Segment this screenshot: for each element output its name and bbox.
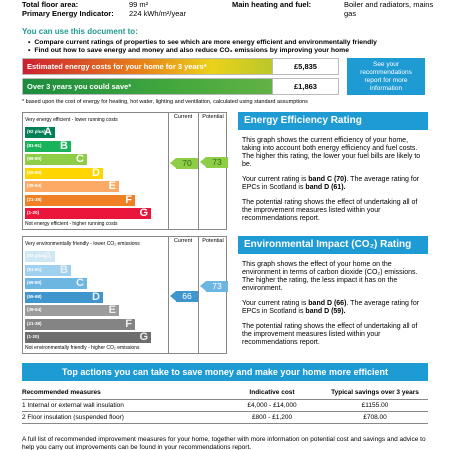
ee-potential-rating-pointer [200,157,228,168]
env-col-sep-1 [168,237,169,353]
use-document-bullets [28,39,377,55]
env-band-g [25,332,151,343]
ee-band-range: (39-54) [27,183,42,188]
ee-col-sep-2 [198,113,199,229]
ee-band-range: (55-68) [27,169,42,175]
env-col-potential: Potential [202,238,224,244]
saving-row [22,78,339,95]
env-rating-text-c: . The average rating for EPCs in Scotland is [242,300,420,315]
env-band-letter: E [108,304,116,316]
saving-value: £1,863 [272,79,338,94]
bullet-compare: • Compare current ratings of properties to see which are more energy efficient and environmentally friendly [28,39,377,47]
heating-value-line2: gas [344,9,357,18]
ee-band-f [25,195,135,206]
ee-panel-potential: The potential rating shows the effect of undertaking all of the improvement measures listed within your recommendations report. [242,199,418,222]
ee-band-range: (21-38) [27,196,42,202]
energy-efficiency-panel [238,112,428,223]
env-band-letter: B [60,263,68,276]
ee-rating-average: band D (61). [305,184,346,191]
ee-band-letter: D [92,166,100,179]
env-bottom-label: Not environmentally friendly - higher CO₂ emissions [25,345,140,351]
environmental-impact-panel [238,236,428,347]
env-band-letter: D [92,290,100,303]
saving-cell: £708.00 [322,411,428,423]
env-band-range: (69-80) [27,280,42,285]
ee-panel-title: Energy Efficiency Rating [238,112,428,130]
bullet-save: • Find out how to save energy and money and also reduce CO₂ emissions by improving your home [28,47,377,55]
estimated-cost-label: Estimated energy costs for your home for 3 years* [27,62,207,71]
use-document-title: You can use this document to: [22,27,138,36]
see-line-1: See your [372,61,400,68]
env-current-rating-pointer [170,291,198,302]
ee-band-a [25,127,55,138]
env-band-range: (39-54) [27,307,42,312]
ee-band-letter: C [76,153,84,165]
env-band-c [25,278,87,289]
ee-band-range: (81-91) [27,142,42,148]
energy-efficiency-chart [22,112,227,230]
heating-value-line1: Boiler and radiators, mains [344,0,434,9]
env-rating-current: band D (66) [308,300,347,307]
ee-band-letter: E [108,180,116,192]
env-rating-average: band D (59). [305,308,346,315]
table-row [22,411,428,423]
estimated-cost-value: £5,835 [272,59,338,74]
ee-band-b [25,141,71,152]
env-band-range: (1-20) [27,334,40,339]
env-band-range: (55-68) [27,293,42,299]
env-band-d [25,292,103,303]
env-band-letter: G [139,331,148,343]
ee-band-g [25,208,151,219]
ee-band-letter: F [125,193,132,206]
ee-band-range: (1-20) [27,210,40,215]
floor-area-label: Total floor area: [22,0,79,9]
saving-cell: £1155.00 [322,399,428,411]
primary-energy-value: 224 kWh/m²/year [129,9,187,18]
cost-cell: £800 - £1,200 [222,411,322,423]
recommendations-note: A full list of recommended improvement measures for your home, together with more information on potential cost and savings and advice to help you carry out improvements can be found in your recommendations report. [22,436,426,450]
cost-footnote: * based upon the cost of energy for heating, hot water, lighting and ventilation, calculated using standard assumptions [22,99,308,105]
ee-band-c [25,154,87,165]
env-rating-text-a: Your current rating is [242,300,309,307]
ee-top-label: Very energy efficient - lower running costs [25,117,118,123]
ee-col-current: Current [173,114,193,120]
ee-panel-rating [238,176,428,192]
env-panel-desc: This graph shows the effect of your home on the environment in terms of carbon dioxide (CO₂) emissions. The higher the rating, the less impact it has on the environment. [242,261,418,292]
col-measures: Recommended measures [22,386,222,399]
recommended-measures-table [22,386,428,424]
col-cost: Indicative cost [222,386,322,399]
measure-cell: 1 Internal or external wall insulation [22,399,222,411]
env-band-letter: A [44,250,52,262]
ee-rating-text-c: . The average rating for EPCs in Scotland is [242,176,420,191]
ee-bottom-label: Not energy efficient - higher running costs [25,221,118,227]
see-line-2: recommendations [360,69,412,76]
top-actions-title: Top actions you can take to save money and make your home more efficient [22,363,428,381]
env-band-f [25,319,135,330]
cost-cell: £4,000 - £14,000 [222,399,322,411]
env-band-b [25,265,71,276]
ee-band-letter: G [139,207,148,219]
ee-rating-text-a: Your current rating is [242,176,309,183]
ee-panel-desc: This graph shows the current efficiency of your home, taking into account both energy efficiency and fuel costs. The higher this rating, the lower your fuel bills are likely to be. [242,137,421,168]
ee-current-value: 70 [176,158,198,169]
env-band-letter: C [76,277,84,289]
environmental-impact-chart [22,236,227,354]
env-band-range: (92 plus) [27,253,46,258]
ee-band-e [25,181,119,192]
table-header-row [22,386,428,399]
measure-cell: 2 Floor insulation (suspended floor) [22,411,222,423]
env-panel-rating [238,300,428,316]
env-band-range: (21-38) [27,320,42,326]
ee-band-range: (92 plus) [27,129,46,134]
env-band-range: (81-91) [27,266,42,272]
see-line-3: report for more [364,77,408,84]
env-potential-value: 73 [206,281,228,292]
env-potential-rating-pointer [200,281,228,292]
env-band-a [25,251,55,262]
estimated-cost-row [22,58,339,75]
env-current-value: 66 [176,291,198,302]
ee-band-range: (69-80) [27,156,42,161]
env-top-label: Very environmentally friendly - lower CO₂ emissions [25,241,140,247]
ee-col-potential: Potential [202,114,224,120]
ee-band-d [25,168,103,179]
env-band-letter: F [125,317,132,330]
env-col-current: Current [173,238,193,244]
table-row [22,399,428,411]
primary-energy-label: Primary Energy Indicator: [22,9,114,18]
ee-rating-current: band C (70) [308,176,347,183]
env-col-sep-2 [198,237,199,353]
ee-band-letter: B [60,139,68,152]
ee-band-letter: A [44,126,52,138]
ee-col-sep-1 [168,113,169,229]
col-savings: Typical savings over 3 years [322,386,428,399]
floor-area-value: 99 m² [129,0,149,9]
ee-potential-value: 73 [206,157,228,168]
ee-current-rating-pointer [170,158,198,169]
env-panel-potential: The potential rating shows the effect of undertaking all of the improvement measures listed within your recommendations report. [242,323,418,346]
see-line-4: information [369,85,403,92]
heating-label: Main heating and fuel: [232,0,312,9]
see-recommendations-box [347,58,425,95]
saving-label: Over 3 years you could save* [27,82,132,91]
env-band-e [25,305,119,316]
env-panel-title: Environmental Impact (CO₂) Rating [238,236,428,254]
